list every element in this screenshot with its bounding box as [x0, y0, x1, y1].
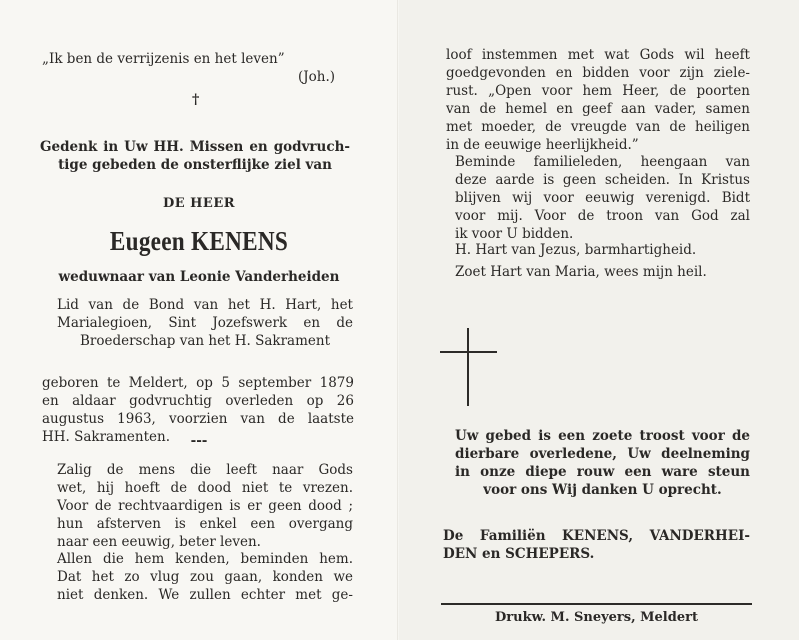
scripture-source: (Joh.) — [298, 69, 336, 85]
membership-line: Broederschap van het H. Sakrament — [79, 333, 331, 349]
widower-line: weduwnaar van Leonie Vanderheiden — [58, 269, 340, 285]
family-line: De Familiën KENENS, VANDERHEI- — [443, 528, 750, 544]
card-fold — [397, 0, 399, 640]
family-line: DEN en SCHEPERS. — [443, 546, 595, 562]
paragraph-line: rust. „Open voor hem Heer, de poorten — [446, 83, 750, 99]
birth-death-line: geboren te Meldert, op 5 september 1879 — [42, 375, 354, 391]
paragraph-line: dierbare overledene, Uw deelneming — [455, 446, 750, 462]
printer-divider — [441, 603, 752, 605]
deceased-name: Eugeen KENENS — [109, 226, 289, 256]
cross-icon-bar — [440, 351, 497, 353]
paragraph-line: voor ons Wij danken U oprecht. — [483, 482, 722, 498]
paragraph-line: Dat het zo vlug zou gaan, konden we — [57, 569, 353, 585]
birth-death-line: en aldaar godvruchtig overleden op 26 — [42, 393, 354, 409]
paragraph-line: deze aarde is geen scheiden. In Kristus — [455, 172, 750, 188]
paragraph-line: Voor de rechtvaardigen is er geen dood ; — [57, 498, 353, 514]
paragraph-line: goedgevonden en bidden voor zijn ziele- — [446, 65, 750, 81]
blessed-paragraph — [57, 461, 353, 551]
birth-death-line: augustus 1963, voorzien van de laatste — [42, 411, 354, 427]
paragraph-line: hun afsterven is enkel een overgang — [57, 516, 353, 532]
remembrance-line: Gedenk in Uw HH. Missen en godvruch- — [40, 139, 350, 155]
prayer-paragraph — [446, 46, 750, 154]
family-message-paragraph — [455, 153, 750, 243]
paragraph-line: niet denken. We zullen echter met ge- — [57, 587, 353, 603]
paragraph-line: in onze diepe rouw een ware steun — [455, 464, 750, 480]
remembrance-request — [40, 138, 350, 174]
memberships — [57, 296, 353, 350]
paragraph-line: met moeder, de vreugde van de heiligen — [446, 119, 750, 135]
printer-credit: Drukw. M. Sneyers, Meldert — [495, 610, 698, 625]
paragraph-line: wet, hij hoeft de dood niet te vrezen. — [57, 480, 353, 496]
birth-death-line: HH. Sakramenten. — [42, 429, 170, 445]
paragraph-line: Beminde familieleden, heengaan van — [455, 154, 750, 170]
paragraph-line: van de hemel en geef aan vader, samen — [446, 101, 750, 117]
scripture-quote: „Ik ben de verrijzenis en het leven” — [42, 51, 285, 67]
dagger-icon: † — [192, 92, 200, 108]
paragraph-line: ik voor U bidden. — [455, 226, 574, 242]
cross-icon — [467, 328, 469, 406]
invocation-sacred-heart: H. Hart van Jezus, barmhartigheid. — [455, 242, 697, 258]
paragraph-line: loof instemmen met wat Gods wil heeft — [446, 47, 750, 63]
paragraph-line: in de eeuwige heerlijkheid.” — [446, 137, 639, 153]
remembrance-line: tige gebeden de onsterflijke ziel van — [58, 157, 332, 173]
paragraph-line: Uw gebed is een zoete troost voor de — [455, 428, 750, 444]
paragraph-line: Allen die hem kenden, beminden hem. — [57, 551, 353, 567]
invocation-mary: Zoet Hart van Maria, wees mijn heil. — [455, 264, 707, 280]
family-signature — [443, 527, 750, 563]
title-de-heer: DE HEER — [162, 196, 236, 211]
paragraph-line: Zalig de mens die leeft naar Gods — [57, 462, 353, 478]
thanks-paragraph — [455, 427, 750, 499]
all-who-knew-paragraph — [57, 550, 353, 604]
membership-line: Marialegioen, Sint Jozefswerk en de — [57, 315, 353, 331]
section-separator: --- — [190, 433, 208, 449]
paragraph-line: naar een eeuwig, beter leven. — [57, 534, 261, 550]
membership-line: Lid van de Bond van het H. Hart, het — [57, 297, 353, 313]
paragraph-line: blijven wij voor eeuwig verenigd. Bidt — [455, 190, 750, 206]
paragraph-line: voor mij. Voor de troon van God zal — [455, 208, 750, 224]
